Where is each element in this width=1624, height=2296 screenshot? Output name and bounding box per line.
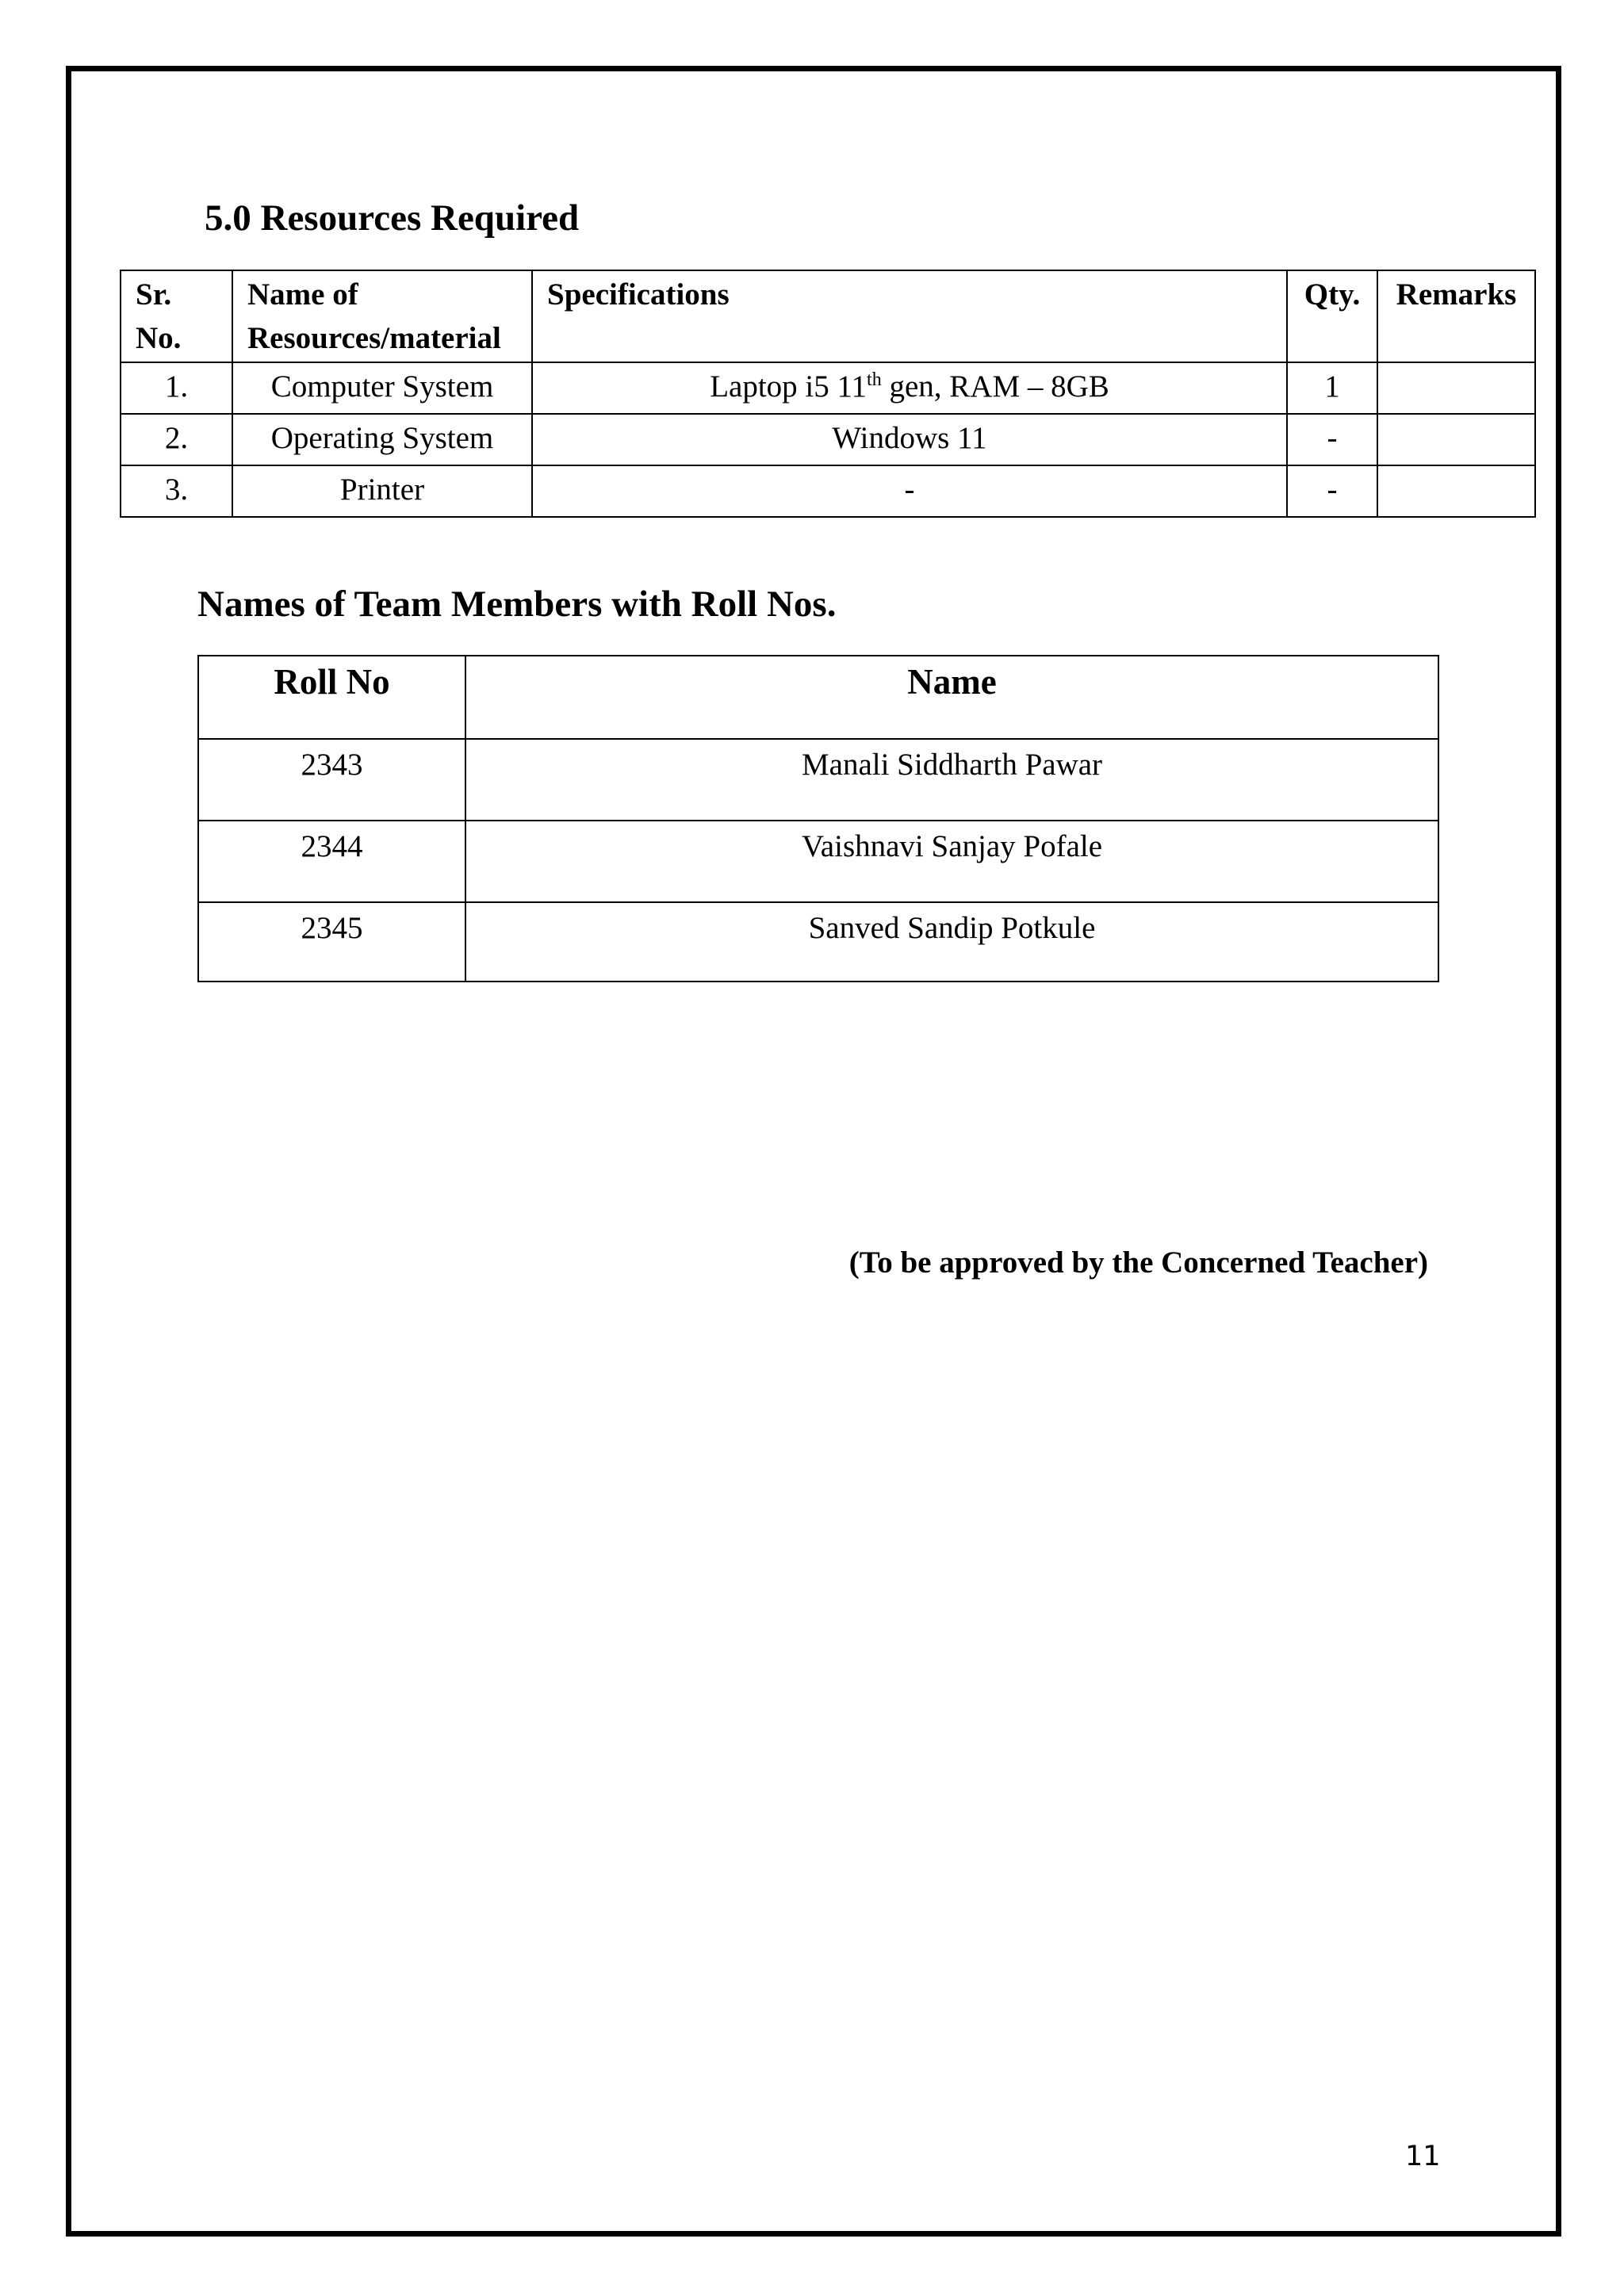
team-heading: Names of Team Members with Roll Nos. [197, 584, 837, 625]
resources-table [120, 270, 1536, 518]
cell-specifications: Windows 11 [532, 414, 1287, 465]
cell-roll-no: 2345 [198, 902, 465, 982]
cell-resource-name: Computer System [232, 362, 532, 414]
table-row [121, 465, 1535, 517]
cell-specifications: Laptop i5 11th gen, RAM – 8GB [532, 362, 1287, 414]
cell-resource-name: Operating System [232, 414, 532, 465]
header-roll-no: Roll No [198, 656, 465, 739]
table-row [121, 362, 1535, 414]
cell-sr: 2. [121, 414, 232, 465]
header-specifications: Specifications [532, 270, 1287, 362]
table-row [198, 902, 1438, 982]
table-row [198, 821, 1438, 902]
section-heading: 5.0 Resources Required [205, 197, 580, 239]
cell-qty: - [1287, 414, 1377, 465]
cell-qty: 1 [1287, 362, 1377, 414]
cell-sr: 1. [121, 362, 232, 414]
team-header-row [198, 656, 1438, 739]
header-remarks: Remarks [1377, 270, 1535, 362]
cell-member-name: Manali Siddharth Pawar [465, 739, 1438, 821]
approval-note: (To be approved by the Concerned Teacher) [848, 1246, 1428, 1280]
header-name: Name [465, 656, 1438, 739]
cell-roll-no: 2343 [198, 739, 465, 821]
cell-sr: 3. [121, 465, 232, 517]
cell-remarks [1377, 414, 1535, 465]
cell-member-name: Sanved Sandip Potkule [465, 902, 1438, 982]
page-number: 11 [1405, 2141, 1441, 2172]
cell-roll-no: 2344 [198, 821, 465, 902]
resources-header-row [121, 270, 1535, 362]
cell-specifications: - [532, 465, 1287, 517]
cell-resource-name: Printer [232, 465, 532, 517]
header-sr-no: Sr. No. [121, 270, 232, 362]
cell-remarks [1377, 362, 1535, 414]
cell-remarks [1377, 465, 1535, 517]
table-row [121, 414, 1535, 465]
header-resource-name: Name of Resources/material [232, 270, 532, 362]
cell-member-name: Vaishnavi Sanjay Pofale [465, 821, 1438, 902]
table-row [198, 739, 1438, 821]
header-qty: Qty. [1287, 270, 1377, 362]
team-table [197, 655, 1439, 982]
cell-qty: - [1287, 465, 1377, 517]
